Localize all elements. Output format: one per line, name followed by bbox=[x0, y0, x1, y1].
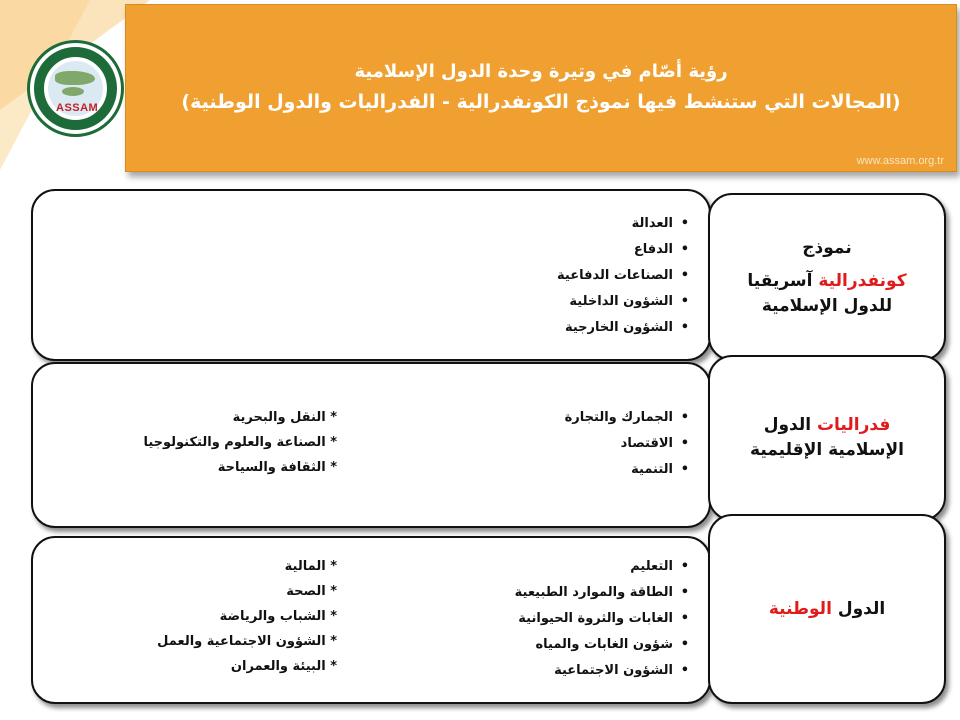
logo-map-shape bbox=[55, 71, 95, 85]
list-item: • التعليم bbox=[515, 554, 673, 580]
label-line: كونفدرالية آسريقيا bbox=[747, 270, 907, 291]
list-item: * النقل والبحرية bbox=[143, 405, 337, 430]
label-line: نموذج bbox=[802, 237, 852, 258]
list-item: * الشباب والرياضة bbox=[157, 604, 337, 629]
star-list-federations bbox=[143, 405, 337, 480]
list-item: * البيئة والعمران bbox=[157, 654, 337, 679]
list-item: * الصحة bbox=[157, 579, 337, 604]
label-confederation bbox=[708, 193, 946, 361]
label-federations bbox=[708, 355, 946, 521]
list-item: • الدفاع bbox=[557, 237, 673, 263]
bullet-list-confederation bbox=[557, 211, 691, 341]
page-subtitle: (المجالات التي ستنشط فيها نموذج الكونفدرالية - الفدراليات والدول الوطنية) bbox=[181, 91, 901, 113]
list-item: • الشؤون الاجتماعية bbox=[515, 658, 673, 684]
label-line: فدراليات الدول bbox=[763, 415, 891, 435]
panel-confederation bbox=[31, 189, 711, 361]
header-banner bbox=[125, 4, 957, 172]
bullet-list-nation-states bbox=[515, 554, 691, 684]
logo-text: ASSAM bbox=[56, 102, 99, 114]
website-url: www.assam.org.tr bbox=[856, 155, 944, 167]
list-item: • التنمية bbox=[565, 457, 673, 483]
label-nation-states bbox=[708, 514, 946, 704]
star-list-nation-states bbox=[157, 554, 337, 679]
bullet-list-federations bbox=[565, 405, 691, 483]
list-item: • الصناعات الدفاعية bbox=[557, 263, 673, 289]
label-line: الدول الوطنية bbox=[768, 598, 886, 619]
list-item: • الجمارك والتجارة bbox=[565, 405, 673, 431]
list-item: * الصناعة والعلوم والتكنولوجيا bbox=[143, 430, 337, 455]
list-item: * الشؤون الاجتماعية والعمل bbox=[157, 629, 337, 654]
page-title: رؤية أصّام في وتيرة وحدة الدول الإسلامية bbox=[354, 61, 728, 82]
panel-federations bbox=[31, 362, 711, 528]
list-item: • الشؤون الداخلية bbox=[557, 289, 673, 315]
label-line: الإسلامية الإقليمية bbox=[750, 440, 904, 460]
list-item: • شؤون الغابات والمياه bbox=[515, 632, 673, 658]
list-item: * الثقافة والسياحة bbox=[143, 455, 337, 480]
list-item: • الغابات والثروة الحيوانية bbox=[515, 606, 673, 632]
list-item: * المالية bbox=[157, 554, 337, 579]
list-item: • العدالة bbox=[557, 211, 673, 237]
panel-nation-states bbox=[31, 536, 711, 704]
label-line: للدول الإسلامية bbox=[761, 295, 893, 316]
list-item: • الطاقة والموارد الطبيعية bbox=[515, 580, 673, 606]
list-item: • الاقتصاد bbox=[565, 431, 673, 457]
logo-map-shape-2 bbox=[62, 87, 84, 96]
list-item: • الشؤون الخارجية bbox=[557, 315, 673, 341]
assam-logo bbox=[27, 40, 124, 137]
